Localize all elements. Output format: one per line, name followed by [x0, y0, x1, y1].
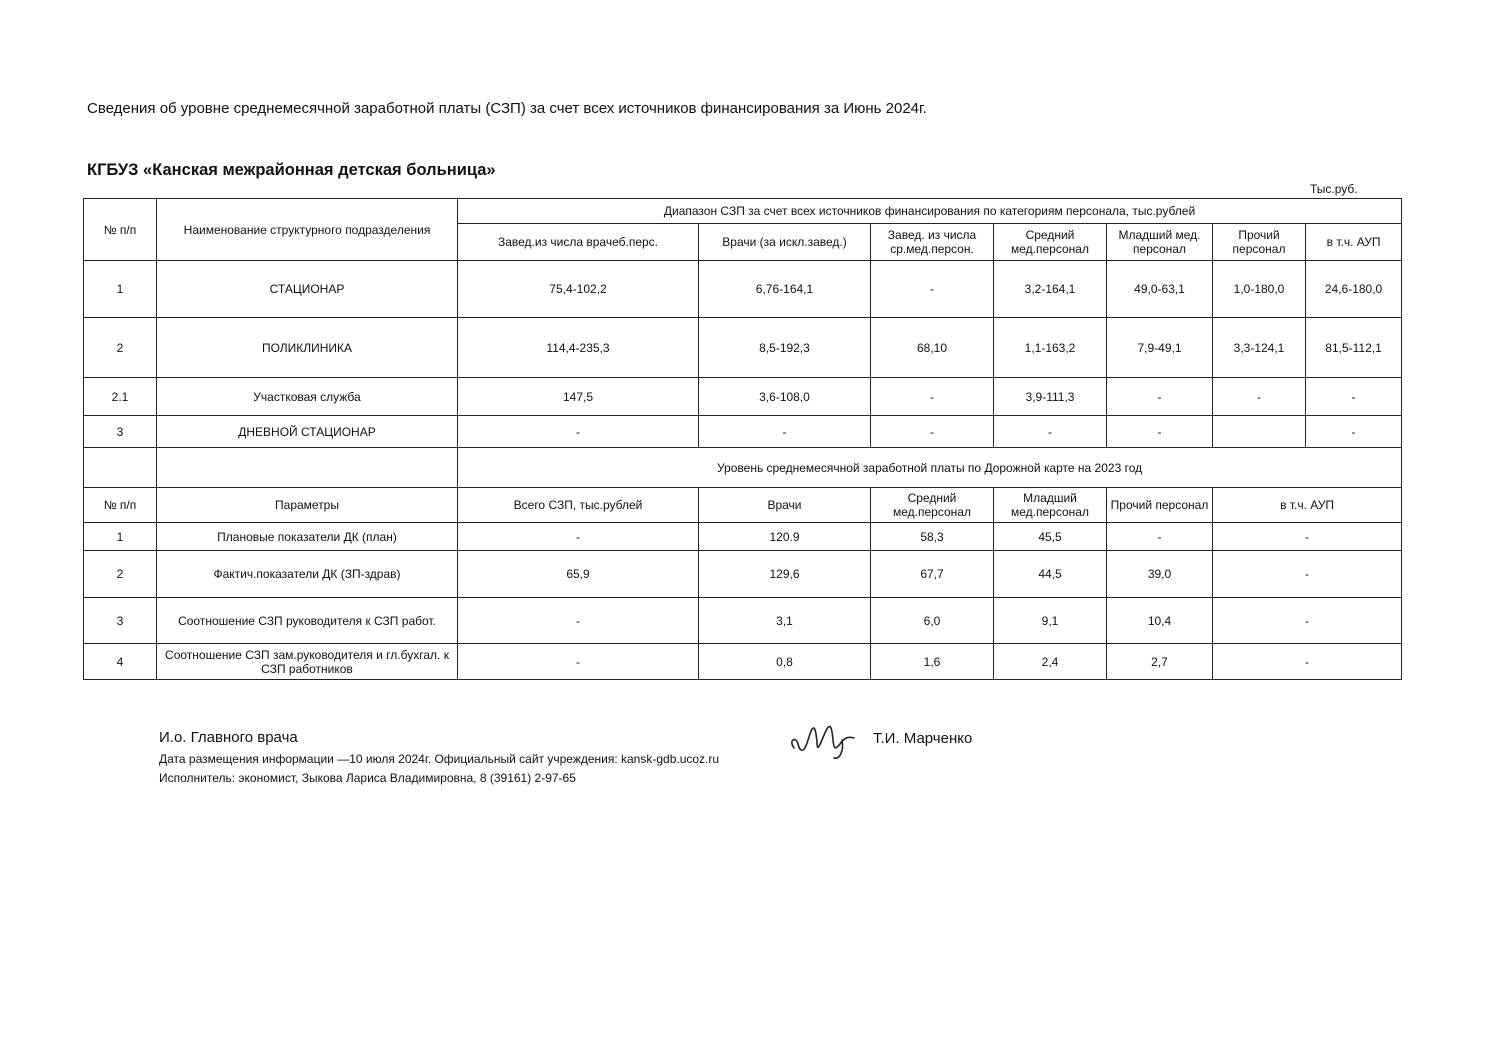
signer-name: Т.И. Марченко [873, 730, 973, 747]
table-row [84, 598, 1402, 644]
value-cell: - [458, 523, 699, 551]
value-cell: - [458, 416, 699, 448]
column-header: Завед. из числа ср.мед.персон. [871, 224, 994, 261]
col-num-header: № п/п [84, 199, 157, 261]
column-header: Прочий персонал [1107, 488, 1213, 523]
table2-header-row [84, 448, 1402, 488]
value-cell: - [1213, 523, 1402, 551]
value-cell: - [1306, 416, 1402, 448]
roadmap-group-header: Уровень среднемесячной заработной платы по Дорожной карте на 2023 год [458, 448, 1402, 488]
value-cell: - [1213, 598, 1402, 644]
empty-cell [84, 448, 157, 488]
value-cell [1213, 416, 1306, 448]
value-cell: - [1213, 644, 1402, 680]
value-cell: 81,5-112,1 [1306, 318, 1402, 378]
value-cell: 24,6-180,0 [1306, 261, 1402, 318]
value-cell: 0,8 [699, 644, 871, 680]
salary-table [83, 198, 1402, 680]
column-header: Завед.из числа врачеб.перс. [458, 224, 699, 261]
value-cell: - [1213, 378, 1306, 416]
parameter-name: Фактич.показатели ДК (ЗП-здрав) [157, 551, 458, 598]
value-cell: 65,9 [458, 551, 699, 598]
column-header: Врачи (за искл.завед.) [699, 224, 871, 261]
value-cell: 68,10 [871, 318, 994, 378]
range-group-header: Диапазон СЗП за счет всех источников финансирования по категориям персонала, тыс.рублей [458, 199, 1402, 224]
value-cell: - [458, 644, 699, 680]
value-cell: - [871, 416, 994, 448]
signature-mark [786, 710, 866, 766]
value-cell: 2,4 [994, 644, 1107, 680]
empty-cell [157, 448, 458, 488]
value-cell: 3,2-164,1 [994, 261, 1107, 318]
department-name: Участковая служба [157, 378, 458, 416]
signer-role: И.о. Главного врача [159, 729, 298, 746]
column-header: в т.ч. АУП [1213, 488, 1402, 523]
parameter-name: Плановые показатели ДК (план) [157, 523, 458, 551]
value-cell: 67,7 [871, 551, 994, 598]
table-row [84, 551, 1402, 598]
row-number: 1 [84, 261, 157, 318]
department-name: ДНЕВНОЙ СТАЦИОНАР [157, 416, 458, 448]
units-label: Тыс.руб. [1310, 182, 1358, 196]
value-cell: - [1306, 378, 1402, 416]
value-cell: 45,5 [994, 523, 1107, 551]
table-row [84, 644, 1402, 680]
table-row [84, 261, 1402, 318]
value-cell: - [699, 416, 871, 448]
value-cell: 44,5 [994, 551, 1107, 598]
value-cell: - [1107, 523, 1213, 551]
posting-info: Дата размещения информации —10 июля 2024г. Официальный сайт учреждения: kansk-gdb.ucoz.ru [159, 752, 720, 766]
value-cell: 120.9 [699, 523, 871, 551]
column-header: Прочий персонал [1213, 224, 1306, 261]
value-cell: 3,1 [699, 598, 871, 644]
value-cell: - [871, 378, 994, 416]
row-number: 3 [84, 598, 157, 644]
row-number: 2.1 [84, 378, 157, 416]
value-cell: 7,9-49,1 [1107, 318, 1213, 378]
parameter-name: Соотношение СЗП руководителя к СЗП работ. [157, 598, 458, 644]
row-number: 2 [84, 318, 157, 378]
value-cell: 1,0-180,0 [1213, 261, 1306, 318]
value-cell: 6,76-164,1 [699, 261, 871, 318]
row-number: 3 [84, 416, 157, 448]
table2-subheader-row [84, 488, 1402, 523]
column-header: Всего СЗП, тыс.рублей [458, 488, 699, 523]
row-number: 4 [84, 644, 157, 680]
value-cell: 10,4 [1107, 598, 1213, 644]
value-cell: 75,4-102,2 [458, 261, 699, 318]
col-num-header: № п/п [84, 488, 157, 523]
table-row [84, 378, 1402, 416]
executor-info: Исполнитель: экономист, Зыкова Лариса Владимировна, 8 (39161) 2-97-65 [159, 771, 576, 785]
column-header: Средний мед.персонал [994, 224, 1107, 261]
col-params-header: Параметры [157, 488, 458, 523]
department-name: СТАЦИОНАР [157, 261, 458, 318]
document-title: Сведения об уровне среднемесячной заработной платы (СЗП) за счет всех источников финансирования за Июнь 2024г. [87, 100, 927, 117]
parameter-name: Соотношение СЗП зам.руководителя и гл.бухгал. к СЗП работников [157, 644, 458, 680]
value-cell: 114,4-235,3 [458, 318, 699, 378]
value-cell: 1,6 [871, 644, 994, 680]
value-cell: 1,1-163,2 [994, 318, 1107, 378]
value-cell: - [994, 416, 1107, 448]
value-cell: - [871, 261, 994, 318]
value-cell: 39,0 [1107, 551, 1213, 598]
value-cell: 8,5-192,3 [699, 318, 871, 378]
value-cell: 58,3 [871, 523, 994, 551]
value-cell: 3,3-124,1 [1213, 318, 1306, 378]
column-header: в т.ч. АУП [1306, 224, 1402, 261]
column-header: Младший мед.персонал [994, 488, 1107, 523]
table-row [84, 318, 1402, 378]
column-header: Младший мед. персонал [1107, 224, 1213, 261]
column-header: Врачи [699, 488, 871, 523]
value-cell: - [458, 598, 699, 644]
row-number: 1 [84, 523, 157, 551]
value-cell: - [1107, 378, 1213, 416]
value-cell: 3,9-111,3 [994, 378, 1107, 416]
value-cell: 2,7 [1107, 644, 1213, 680]
table-row [84, 416, 1402, 448]
value-cell: 9,1 [994, 598, 1107, 644]
col-name-header: Наименование структурного подразделения [157, 199, 458, 261]
value-cell: 49,0-63,1 [1107, 261, 1213, 318]
row-number: 2 [84, 551, 157, 598]
value-cell: 147,5 [458, 378, 699, 416]
value-cell: 3,6-108,0 [699, 378, 871, 416]
value-cell: 6,0 [871, 598, 994, 644]
value-cell: - [1213, 551, 1402, 598]
table1-header-row [84, 199, 1402, 224]
department-name: ПОЛИКЛИНИКА [157, 318, 458, 378]
organization-title: КГБУЗ «Канская межрайонная детская больница» [87, 161, 496, 179]
column-header: Средний мед.персонал [871, 488, 994, 523]
table-row [84, 523, 1402, 551]
value-cell: - [1107, 416, 1213, 448]
value-cell: 129,6 [699, 551, 871, 598]
